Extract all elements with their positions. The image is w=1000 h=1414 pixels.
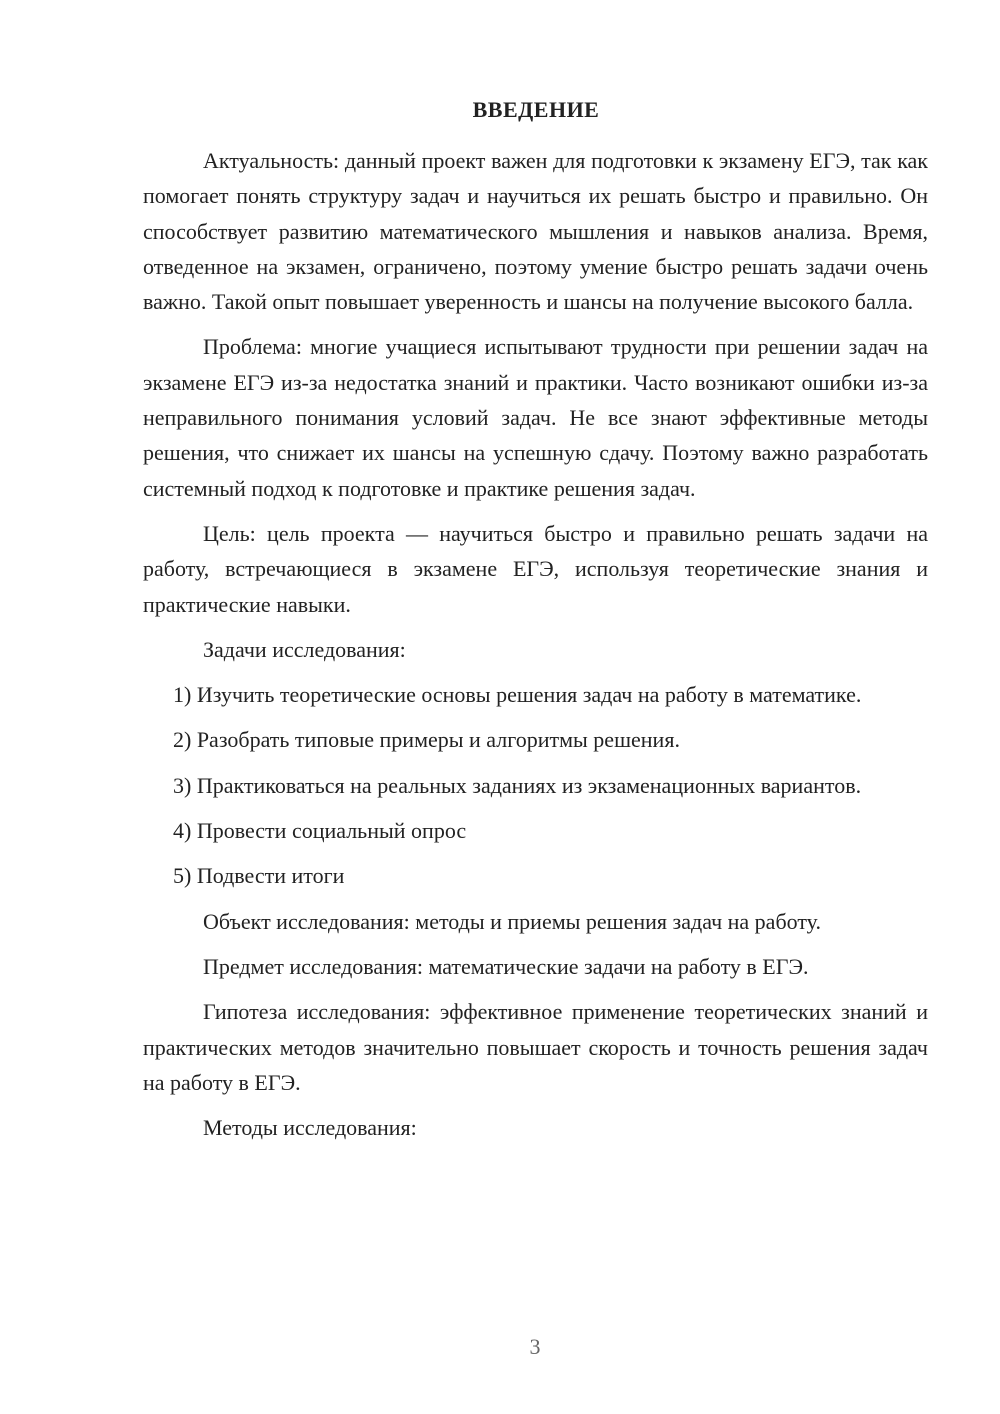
section-title: ВВЕДЕНИЕ xyxy=(472,97,600,122)
paragraph-problem: Проблема: многие учащиеся испытывают трудности при решении задач на экзамене ЕГЭ из-за недостатка знаний и практики. Часто возникают ошибки из-за неправильного понимания условий задач. Не все знают эффективные методы решения, что снижает их шансы на успешную сдачу. Поэтому важно разработать системный подход к подготовке и практике решения задач. xyxy=(143,334,928,501)
tasks-heading: Задачи исследования: xyxy=(203,636,406,662)
paragraph-relevance: Актуальность: данный проект важен для подготовки к экзамену ЕГЭ, так как помогает понять структуру задач и научиться их решать быстро и правильно. Он способствует развитию математического мышления и навыков анализа. Время, отведенное на экзамен, ограничено, поэтому умение быстро решать задачи очень важно. Такой опыт повышает уверенность и шансы на получение высокого балла. xyxy=(143,148,928,315)
methods-heading: Методы исследования: xyxy=(203,1115,417,1141)
paragraph-hypothesis: Гипотеза исследования: эффективное применение теоретических знаний и практических методов значительно повышает скорость и точность решения задач на работу в ЕГЭ. xyxy=(143,999,928,1095)
task-item-2: 2) Разобрать типовые примеры и алгоритмы решения. xyxy=(173,727,680,753)
task-item-5: 5) Подвести итоги xyxy=(173,863,345,889)
paragraph-goal: Цель: цель проекта — научиться быстро и правильно решать задачи на работу, встречающиеся в экзамене ЕГЭ, используя теоретические знания и практические навыки. xyxy=(143,520,928,617)
task-item-4: 4) Провести социальный опрос xyxy=(173,818,467,844)
paragraph-subject: Предмет исследования: математические задачи на работу в ЕГЭ. xyxy=(203,953,809,979)
task-item-3: 3) Практиковаться на реальных заданиях из экзаменационных вариантов. xyxy=(173,772,862,798)
document-page xyxy=(143,95,928,1155)
page-number: 3 xyxy=(529,1334,541,1359)
task-item-1: 1) Изучить теоретические основы решения задач на работу в математике. xyxy=(173,682,862,708)
paragraph-object: Объект исследования: методы и приемы решения задач на работу. xyxy=(203,908,821,934)
